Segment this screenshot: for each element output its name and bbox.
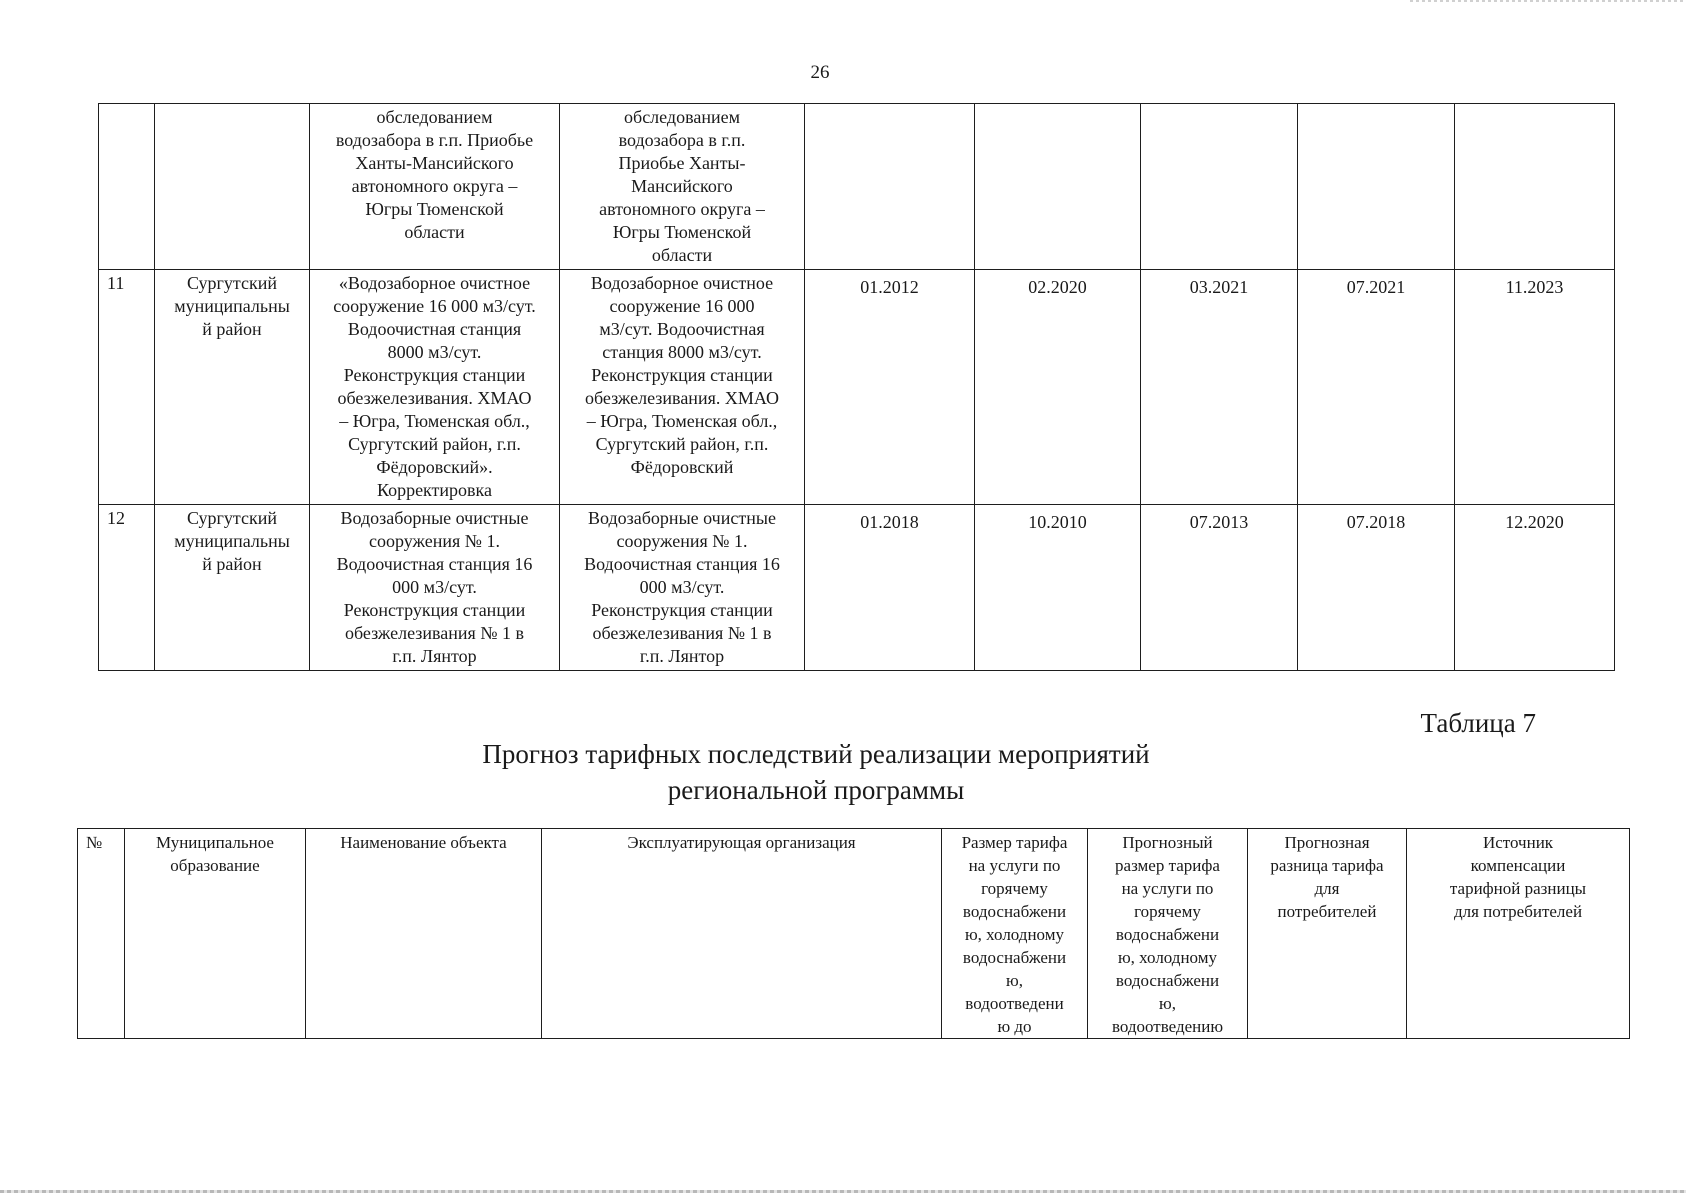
column-header-object-name: Наименование объекта bbox=[306, 829, 542, 1039]
column-header-tariff-forecast: Прогнозный размер тарифа на услуги по горячему водоснабжени ю, холодному водоснабжени ю, водоотведению bbox=[1088, 829, 1248, 1039]
object-name-cell: обследованием водозабора в г.п. Приобье Ханты-Мансийского автономного округа – Югры Тюменской области bbox=[310, 104, 560, 270]
row-number: 11 bbox=[99, 270, 155, 505]
municipality-cell: Сургутский муниципальны й район bbox=[155, 505, 310, 671]
date-cell-5: 12.2020 bbox=[1455, 505, 1615, 671]
table-row bbox=[99, 505, 1615, 671]
date-cell-4 bbox=[1298, 104, 1455, 270]
column-header-number: № bbox=[78, 829, 125, 1039]
object-description-cell: Водозаборное очистное сооружение 16 000 м3/сут. Водоочистная станция 8000 м3/сут. Реконструкция станции обезжелезивания. ХМАО – Югра, Тюменская обл., Сургутский район, г.п. Фёдоровский bbox=[560, 270, 805, 505]
table-row bbox=[99, 104, 1615, 270]
table-caption: Таблица 7 bbox=[1420, 708, 1536, 738]
column-header-operator: Эксплуатирующая организация bbox=[542, 829, 942, 1039]
table-title: Прогноз тарифных последствий реализации мероприятий региональной программы bbox=[482, 739, 1150, 805]
date-cell-1 bbox=[805, 104, 975, 270]
tariff-forecast-table bbox=[77, 828, 1630, 1039]
date-cell-2: 02.2020 bbox=[975, 270, 1141, 505]
date-cell-2 bbox=[975, 104, 1141, 270]
object-name-cell: «Водозаборное очистное сооружение 16 000 м3/сут. Водоочистная станция 8000 м3/сут. Реконструкция станции обезжелезивания. ХМАО – Югра, Тюменская обл., Сургутский район, г.п. Фёдоровский». Корректировка bbox=[310, 270, 560, 505]
column-header-tariff-current: Размер тарифа на услуги по горячему водоснабжени ю, холодному водоснабжени ю, водоотведени ю до bbox=[942, 829, 1088, 1039]
scan-edge-bottom bbox=[0, 1190, 1686, 1193]
date-cell-3: 07.2013 bbox=[1141, 505, 1298, 671]
object-name-cell: Водозаборные очистные сооружения № 1. Водоочистная станция 16 000 м3/сут. Реконструкция станции обезжелезивания № 1 в г.п. Лянтор bbox=[310, 505, 560, 671]
municipality-cell: Сургутский муниципальны й район bbox=[155, 270, 310, 505]
date-cell-2: 10.2010 bbox=[975, 505, 1141, 671]
date-cell-1: 01.2018 bbox=[805, 505, 975, 671]
date-cell-1: 01.2012 bbox=[805, 270, 975, 505]
column-header-compensation-source: Источник компенсации тарифной разницы для потребителей bbox=[1407, 829, 1630, 1039]
page-number: 26 bbox=[810, 62, 830, 83]
object-description-cell: Водозаборные очистные сооружения № 1. Водоочистная станция 16 000 м3/сут. Реконструкция станции обезжелезивания № 1 в г.п. Лянтор bbox=[560, 505, 805, 671]
row-number bbox=[99, 104, 155, 270]
column-header-municipality: Муниципальное образование bbox=[125, 829, 306, 1039]
date-cell-5: 11.2023 bbox=[1455, 270, 1615, 505]
table-header-row bbox=[78, 829, 1630, 1039]
date-cell-5 bbox=[1455, 104, 1615, 270]
column-header-tariff-difference: Прогнозная разница тарифа для потребителей bbox=[1248, 829, 1407, 1039]
municipality-cell bbox=[155, 104, 310, 270]
table-row bbox=[99, 270, 1615, 505]
date-cell-4: 07.2021 bbox=[1298, 270, 1455, 505]
date-cell-4: 07.2018 bbox=[1298, 505, 1455, 671]
date-cell-3: 03.2021 bbox=[1141, 270, 1298, 505]
scan-edge-top bbox=[1410, 0, 1686, 2]
row-number: 12 bbox=[99, 505, 155, 671]
date-cell-3 bbox=[1141, 104, 1298, 270]
continued-objects-table bbox=[98, 103, 1615, 671]
object-description-cell: обследованием водозабора в г.п. Приобье Ханты- Мансийского автономного округа – Югры Тюменской области bbox=[560, 104, 805, 270]
